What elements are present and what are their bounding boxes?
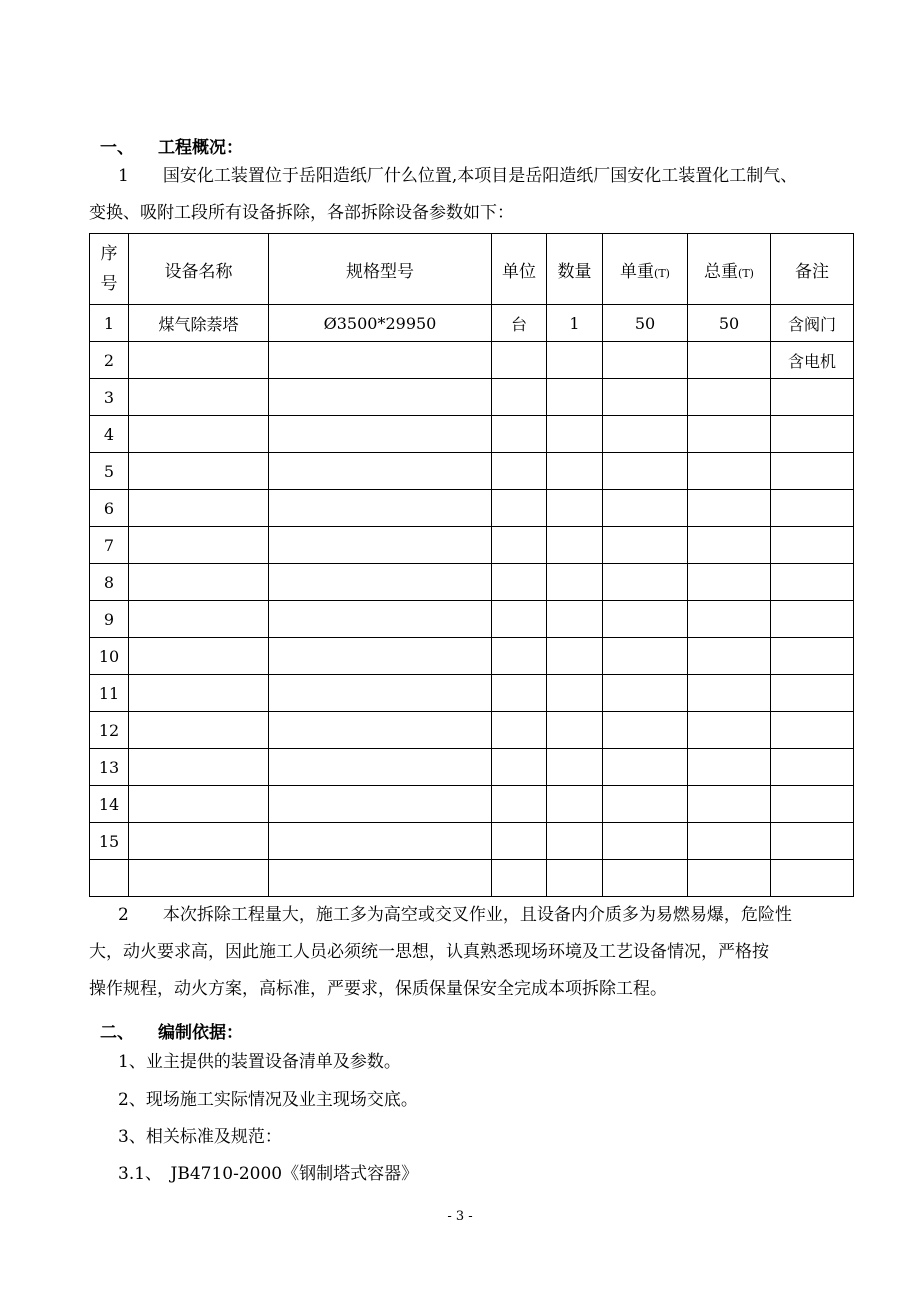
cell-name [129, 712, 269, 749]
cell-unit [492, 786, 547, 823]
page-number: - 3 - [447, 1209, 473, 1224]
cell-qty [547, 453, 603, 490]
cell-seq: 15 [90, 823, 129, 860]
cell-spec [269, 823, 492, 860]
header-name: 设备名称 [129, 234, 269, 305]
paragraph-2-line-3: 操作规程，动火方案，高标准，严要求，保质保量保安全完成本项拆除工程。 [89, 979, 667, 999]
cell-seq: 10 [90, 638, 129, 675]
cell-seq: 12 [90, 712, 129, 749]
table-row [90, 786, 854, 823]
cell-remark [771, 675, 854, 712]
table-row [90, 823, 854, 860]
cell-unit [492, 527, 547, 564]
cell-unit [492, 342, 547, 379]
cell-name: 煤气除萘塔 [129, 305, 269, 342]
cell-name [129, 860, 269, 897]
cell-remark [771, 490, 854, 527]
cell-spec: Ø3500*29950 [269, 305, 492, 342]
cell-unit-weight [603, 638, 688, 675]
cell-remark [771, 379, 854, 416]
cell-seq: 8 [90, 564, 129, 601]
cell-total-weight [688, 564, 771, 601]
cell-unit-weight [603, 490, 688, 527]
cell-unit [492, 490, 547, 527]
cell-unit: 台 [492, 305, 547, 342]
cell-spec [269, 379, 492, 416]
cell-unit-weight [603, 823, 688, 860]
cell-seq: 1 [90, 305, 129, 342]
cell-unit [492, 823, 547, 860]
cell-unit [492, 453, 547, 490]
cell-spec [269, 416, 492, 453]
cell-qty [547, 342, 603, 379]
cell-name [129, 490, 269, 527]
cell-spec [269, 453, 492, 490]
cell-remark [771, 453, 854, 490]
cell-total-weight [688, 860, 771, 897]
cell-qty [547, 860, 603, 897]
cell-unit-weight [603, 379, 688, 416]
cell-unit [492, 860, 547, 897]
cell-name [129, 342, 269, 379]
cell-unit [492, 675, 547, 712]
cell-unit-weight: 50 [603, 305, 688, 342]
cell-unit-weight [603, 675, 688, 712]
table-row [90, 342, 854, 379]
section-1-heading [100, 133, 243, 158]
cell-total-weight: 50 [688, 305, 771, 342]
table-row [90, 860, 854, 897]
cell-total-weight [688, 749, 771, 786]
cell-name [129, 675, 269, 712]
cell-seq: 5 [90, 453, 129, 490]
header-qty: 数量 [547, 234, 603, 305]
cell-seq: 2 [90, 342, 129, 379]
basis-item-3: 3、相关标准及规范： [118, 1127, 282, 1147]
cell-seq: 9 [90, 601, 129, 638]
cell-total-weight [688, 675, 771, 712]
header-total-weight-unit: (T) [738, 266, 754, 280]
header-spec: 规格型号 [269, 234, 492, 305]
cell-total-weight [688, 453, 771, 490]
cell-spec [269, 490, 492, 527]
cell-spec [269, 786, 492, 823]
cell-name [129, 564, 269, 601]
cell-spec [269, 342, 492, 379]
table-row [90, 305, 854, 342]
table-row [90, 453, 854, 490]
cell-unit-weight [603, 527, 688, 564]
cell-name [129, 749, 269, 786]
cell-qty: 1 [547, 305, 603, 342]
header-unit-weight: 单重(T) [603, 234, 688, 305]
cell-unit [492, 638, 547, 675]
cell-remark [771, 638, 854, 675]
table-row [90, 564, 854, 601]
cell-unit-weight [603, 749, 688, 786]
header-remark: 备注 [771, 234, 854, 305]
cell-unit-weight [603, 786, 688, 823]
header-unit-weight-unit: (T) [654, 266, 670, 280]
paragraph-1-line-2: 变换、吸附工段所有设备拆除，各部拆除设备参数如下： [89, 203, 514, 223]
cell-qty [547, 749, 603, 786]
cell-name [129, 527, 269, 564]
cell-name [129, 379, 269, 416]
cell-seq: 7 [90, 527, 129, 564]
cell-remark [771, 527, 854, 564]
section-2-title: 编制依据： [158, 1023, 243, 1043]
cell-seq [90, 860, 129, 897]
cell-spec [269, 860, 492, 897]
cell-remark [771, 749, 854, 786]
basis-item-3-1: 3.1、 JB4710-2000《钢制塔式容器》 [118, 1164, 419, 1184]
basis-item-1: 1、业主提供的装置设备清单及参数。 [118, 1052, 401, 1072]
cell-total-weight [688, 490, 771, 527]
cell-remark [771, 786, 854, 823]
cell-name [129, 786, 269, 823]
header-seq: 序 号 [90, 234, 129, 305]
table-row [90, 601, 854, 638]
cell-qty [547, 527, 603, 564]
cell-remark [771, 712, 854, 749]
table-row [90, 675, 854, 712]
cell-unit [492, 379, 547, 416]
equipment-table [89, 233, 854, 897]
cell-spec [269, 564, 492, 601]
cell-name [129, 453, 269, 490]
cell-unit-weight [603, 416, 688, 453]
cell-seq: 13 [90, 749, 129, 786]
table-row [90, 416, 854, 453]
table-row [90, 490, 854, 527]
paragraph-2-line-1: 2 本次拆除工程量大，施工多为高空或交叉作业，且设备内介质多为易燃易爆，危险性 [118, 905, 792, 925]
cell-qty [547, 490, 603, 527]
cell-remark [771, 601, 854, 638]
cell-seq: 11 [90, 675, 129, 712]
cell-unit [492, 564, 547, 601]
cell-remark [771, 860, 854, 897]
cell-seq: 4 [90, 416, 129, 453]
cell-qty [547, 823, 603, 860]
section-2-number: 二、 [100, 1023, 134, 1043]
cell-unit-weight [603, 564, 688, 601]
table-header-row [90, 234, 854, 305]
cell-spec [269, 601, 492, 638]
cell-qty [547, 786, 603, 823]
cell-total-weight [688, 416, 771, 453]
section-1-title: 工程概况： [158, 138, 243, 158]
table-row [90, 379, 854, 416]
cell-spec [269, 527, 492, 564]
cell-unit [492, 749, 547, 786]
paragraph-2-line-2: 大，动火要求高，因此施工人员必须统一思想，认真熟悉现场环境及工艺设备情况，严格按 [89, 942, 769, 962]
cell-qty [547, 712, 603, 749]
cell-qty [547, 638, 603, 675]
cell-name [129, 601, 269, 638]
header-total-weight: 总重(T) [688, 234, 771, 305]
cell-unit-weight [603, 712, 688, 749]
paragraph-1-line-1: 1 国安化工装置位于岳阳造纸厂什么位置,本项目是岳阳造纸厂国安化工装置化工制气、 [118, 166, 798, 186]
cell-name [129, 638, 269, 675]
table-row [90, 749, 854, 786]
table-row [90, 527, 854, 564]
cell-total-weight [688, 379, 771, 416]
cell-spec [269, 749, 492, 786]
cell-qty [547, 379, 603, 416]
cell-spec [269, 638, 492, 675]
cell-total-weight [688, 342, 771, 379]
basis-item-2: 2、现场施工实际情况及业主现场交底。 [118, 1090, 418, 1110]
cell-remark: 含电机 [771, 342, 854, 379]
header-unit: 单位 [492, 234, 547, 305]
cell-name [129, 416, 269, 453]
cell-unit [492, 712, 547, 749]
cell-total-weight [688, 712, 771, 749]
cell-total-weight [688, 527, 771, 564]
cell-qty [547, 416, 603, 453]
cell-name [129, 823, 269, 860]
table-row [90, 712, 854, 749]
cell-spec [269, 712, 492, 749]
section-1-number: 一、 [100, 138, 134, 158]
table-row [90, 638, 854, 675]
cell-unit-weight [603, 601, 688, 638]
cell-unit-weight [603, 453, 688, 490]
cell-spec [269, 675, 492, 712]
cell-unit [492, 601, 547, 638]
cell-qty [547, 601, 603, 638]
cell-total-weight [688, 601, 771, 638]
cell-remark [771, 823, 854, 860]
cell-total-weight [688, 786, 771, 823]
cell-seq: 14 [90, 786, 129, 823]
section-2-heading [100, 1018, 243, 1043]
cell-remark: 含阀门 [771, 305, 854, 342]
cell-unit [492, 416, 547, 453]
cell-qty [547, 564, 603, 601]
cell-qty [547, 675, 603, 712]
cell-seq: 6 [90, 490, 129, 527]
cell-total-weight [688, 638, 771, 675]
cell-remark [771, 416, 854, 453]
cell-unit-weight [603, 342, 688, 379]
cell-unit-weight [603, 860, 688, 897]
cell-remark [771, 564, 854, 601]
cell-total-weight [688, 823, 771, 860]
cell-seq: 3 [90, 379, 129, 416]
